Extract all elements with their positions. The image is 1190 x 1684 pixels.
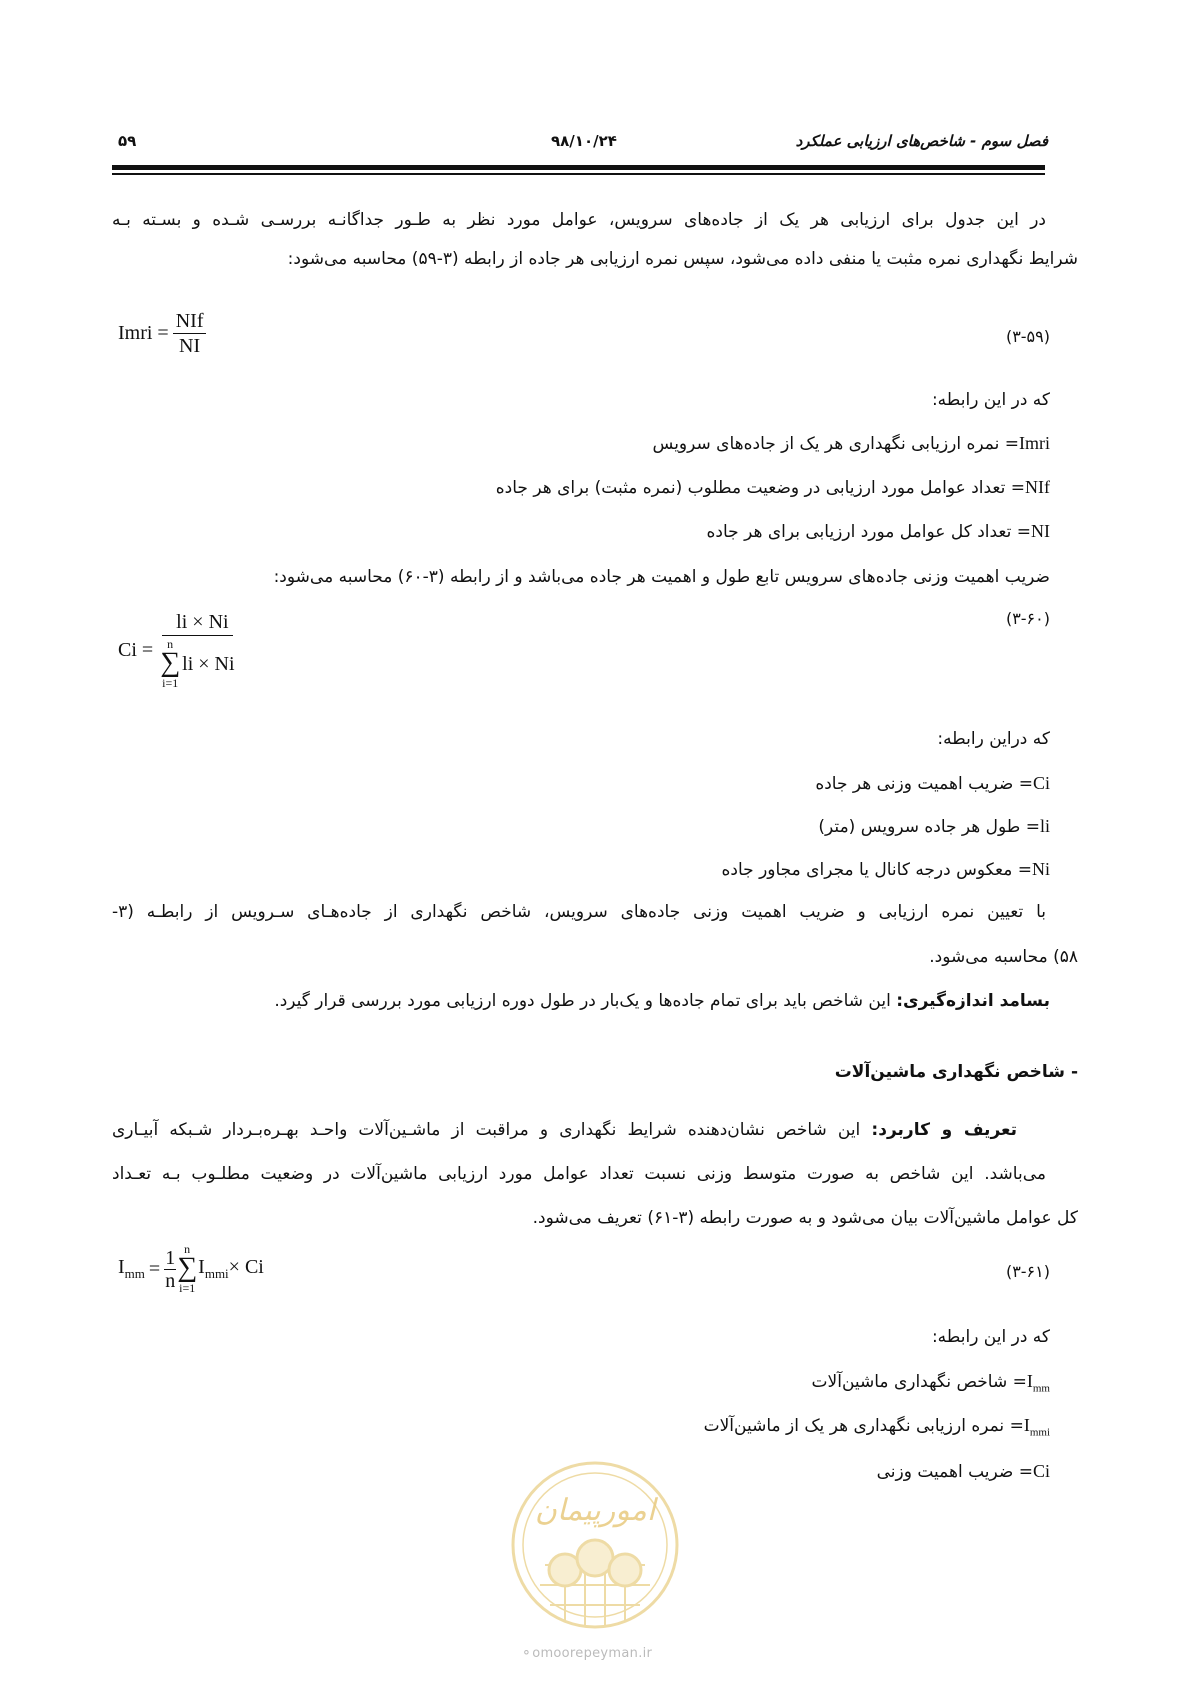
where-intro: که در این رابطه:	[931, 390, 1050, 410]
sum-upper-limit: n	[167, 637, 174, 651]
definition-item	[818, 811, 1050, 842]
equation-lhs: $I_{mm}$	[118, 1256, 145, 1281]
sum-term: li × Ni	[182, 653, 235, 675]
watermark-logo	[505, 1450, 685, 1640]
paragraph-line: با تعیین نمره ارزیابی و ضریب اهمیت وزنی جاده‌های سرویس، شاخص نگهداری از جاده‌هـای سـرویس از رابطـه (۳-	[112, 902, 1046, 922]
definition-text: = معکوس درجه کانال یا مجرای مجاور جاده	[721, 860, 1032, 880]
definition-item	[722, 854, 1050, 885]
paragraph-line: شرایط نگهداری نمره مثبت یا منفی داده می‌شود، سپس نمره ارزیابی هر جاده از رابطه (۳-۵۹) محاسبه می‌شود:	[287, 249, 1078, 269]
definition-item	[653, 428, 1050, 459]
frequency-text: این شاخص باید برای تمام جاده‌ها و یک‌بار در طول دوره ارزیابی مورد بررسی قرار گیرد.	[274, 991, 897, 1011]
equation-fraction	[157, 611, 237, 690]
equation-fraction	[173, 310, 207, 357]
definition-item	[704, 1410, 1050, 1448]
equation-61	[118, 1243, 264, 1295]
definition-item	[815, 768, 1050, 799]
header-rule-thin	[112, 173, 1045, 175]
paragraph-line: در این جدول برای ارزیابی هر یک از جاده‌های سرویس، عوامل مورد نظر به طـور جداگانـه بررسـی شـده و بسـته بـه	[112, 210, 1046, 230]
fraction-numerator: li × Ni	[162, 611, 232, 636]
definition-text: = ضریب اهمیت وزنی هر جاده	[815, 774, 1033, 794]
sigma-icon: ∑	[160, 647, 181, 678]
paragraph-line: ضریب اهمیت وزنی جاده‌های سرویس تابع طول و اهمیت هر جاده می‌باشد و از رابطه (۳-۶۰) محاسبه می‌شود:	[273, 567, 1050, 587]
definition-item	[812, 1366, 1050, 1404]
where-intro: که در این رابطه:	[931, 1327, 1050, 1347]
section-heading: - شاخص نگهداری ماشین‌آلات	[834, 1062, 1078, 1082]
chapter-title: فصل سوم - شاخص‌های ارزیابی عملکرد	[795, 132, 1048, 150]
equation-fraction	[164, 1247, 176, 1292]
definition-text: = نمره ارزیابی نگهداری هر یک از ماشین‌آلات	[703, 1416, 1024, 1436]
symbol: $I_{mmi}$	[1023, 1415, 1050, 1439]
summation	[177, 1243, 197, 1295]
measurement-frequency	[274, 986, 1050, 1016]
at-icon: ⚬	[521, 1646, 533, 1661]
header-date: ۹۸/۱۰/۲۴	[551, 132, 617, 150]
equation-number: (۳-۶۱)	[1005, 1262, 1050, 1281]
symbol: $I_{mm}$	[1026, 1371, 1050, 1395]
paragraph-line	[112, 1115, 1017, 1145]
watermark-logo-text: امورپیمان	[534, 1493, 656, 1528]
definition-text: = ضریب اهمیت وزنی	[876, 1462, 1033, 1482]
header-rule	[112, 165, 1045, 170]
symbol: Ci	[1032, 773, 1050, 793]
equation-number: (۳-۶۰)	[1005, 609, 1050, 628]
paragraph-line: کل عوامل ماشین‌آلات بیان می‌شود و به صورت رابطه (۳-۶۱) تعریف می‌شود.	[532, 1208, 1078, 1228]
symbol: Ni	[1032, 859, 1050, 879]
definition-item	[877, 1456, 1050, 1487]
fraction-numerator: 1	[165, 1246, 176, 1269]
symbol: li	[1039, 816, 1050, 836]
equals-sign: =	[148, 1257, 161, 1280]
definition-item	[496, 472, 1050, 503]
sum-lower-limit: i=1	[179, 1281, 196, 1295]
definition-text: = شاخص نگهداری ماشین‌آلات	[811, 1372, 1027, 1392]
paragraph-line: ۵۸) محاسبه می‌شود.	[929, 947, 1078, 967]
symbol: Ci	[1032, 1461, 1050, 1481]
definition-text: = نمره ارزیابی نگهداری هر یک از جاده‌های سرویس	[652, 434, 1019, 454]
symbol: NI	[1031, 521, 1050, 541]
sum-lower-limit: i=1	[162, 676, 179, 690]
fraction-denominator: n	[165, 1269, 176, 1292]
definition-item	[707, 516, 1051, 547]
equation-60	[118, 611, 238, 690]
definition-text: = طول هر جاده سرویس (متر)	[818, 817, 1040, 837]
equation-number: (۳-۵۹)	[1005, 327, 1050, 346]
definition-text: این شاخص نشان‌دهنده شرایط نگهداری و مراقبت از ماشـین‌آلات واحـد بهـره‌بـردار شـبکه آبیـاری	[112, 1120, 872, 1140]
equation-lhs: Ci =	[118, 639, 154, 661]
fraction-denominator	[157, 636, 237, 690]
definition-text: = تعداد عوامل مورد ارزیابی در وضعیت مطلوب (نمره مثبت) برای هر جاده	[495, 478, 1025, 498]
equation-lhs: Imri =	[118, 322, 169, 344]
paragraph-line: می‌باشد. این شاخص به صورت متوسط وزنی نسبت تعداد عوامل مورد ارزیابی ماشین‌آلات در وضعیت مطلـوب بـه تعـداد	[112, 1164, 1046, 1184]
where-intro: که دراین رابطه:	[937, 729, 1050, 749]
equation-59	[118, 310, 206, 357]
symbol: Imri	[1019, 433, 1050, 453]
sum-term: $I_{mmi}\times Ci$	[198, 1256, 264, 1281]
symbol: NIf	[1025, 477, 1050, 497]
definition-label: تعریف و کاربرد:	[871, 1120, 1017, 1140]
page-number: ۵۹	[118, 132, 137, 150]
frequency-label: بسامد اندازه‌گیری:	[896, 991, 1050, 1011]
sigma-icon: ∑	[177, 1252, 198, 1283]
fraction-numerator: NIf	[173, 310, 207, 334]
definition-text: = تعداد کل عوامل مورد ارزیابی برای هر جاده	[706, 522, 1031, 542]
watermark-site: ⚬omoorepeyman.ir	[521, 1646, 653, 1661]
fraction-denominator: NI	[179, 335, 201, 357]
summation	[160, 638, 180, 690]
sum-upper-limit: n	[184, 1242, 191, 1256]
